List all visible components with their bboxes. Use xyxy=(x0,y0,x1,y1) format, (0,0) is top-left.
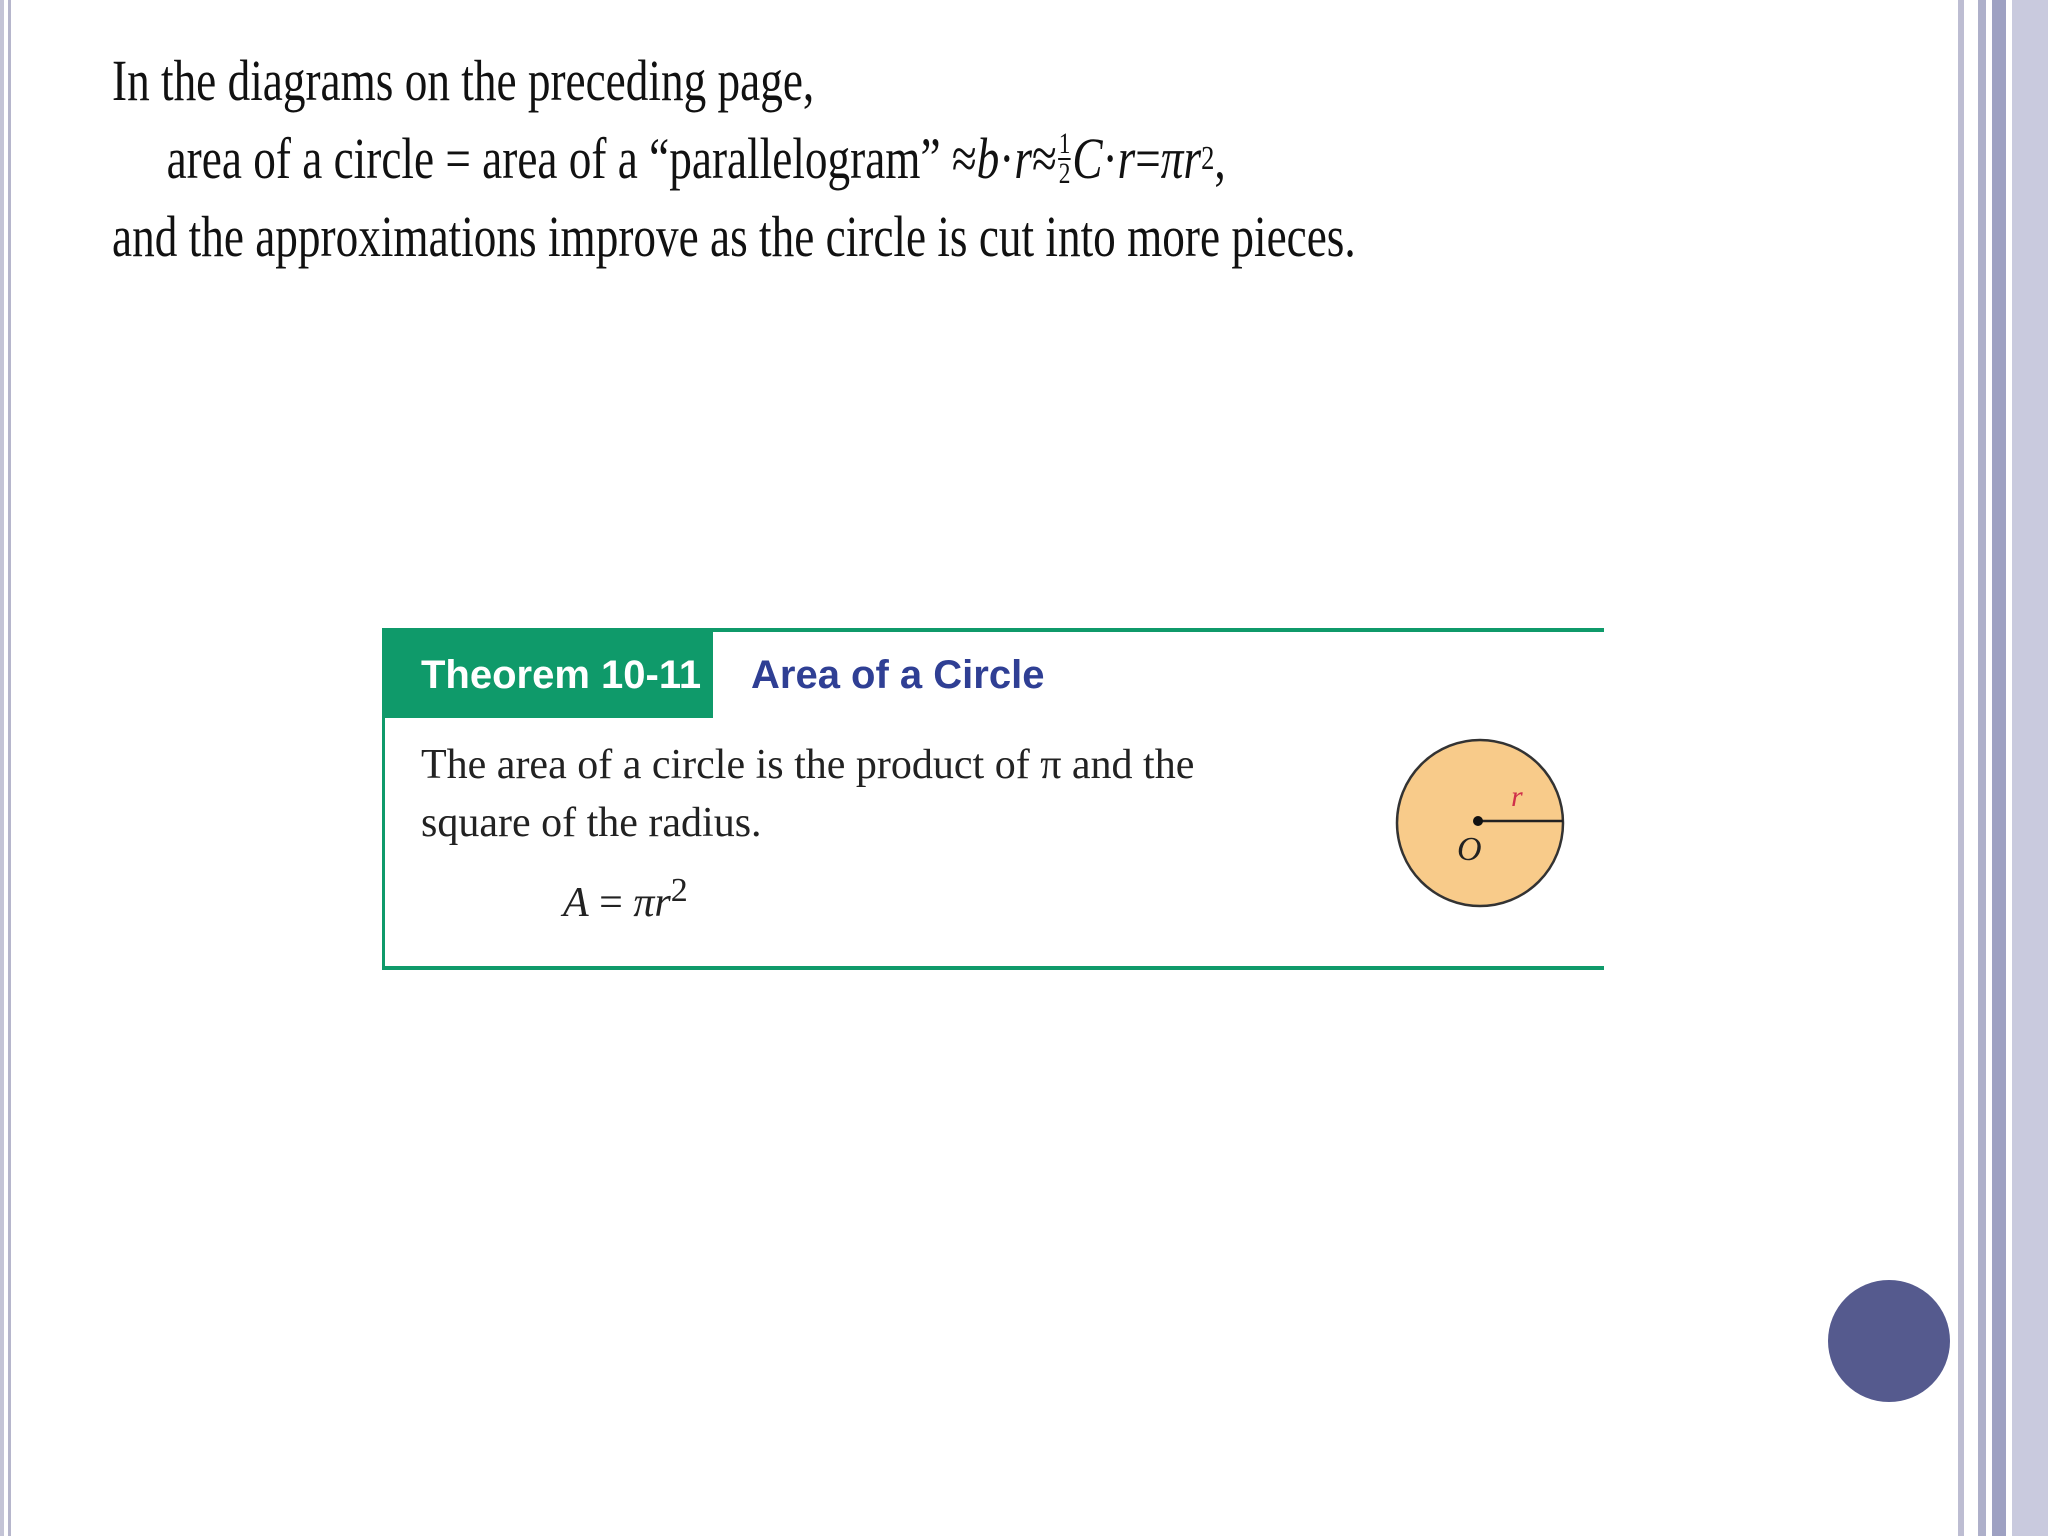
equation-exponent: 2 xyxy=(1201,140,1215,177)
formula-rhs: πr xyxy=(633,880,671,926)
formula-lhs: A xyxy=(563,880,589,926)
theorem-number-tab: Theorem 10-11 xyxy=(385,632,713,718)
equation-fraction-half xyxy=(1058,127,1071,190)
intro-line-2-equation xyxy=(112,120,1226,198)
center-label: O xyxy=(1457,831,1482,868)
center-point xyxy=(1473,816,1483,826)
right-border-line-3 xyxy=(1992,0,2006,1536)
equation-prefix: area of a circle = area of a “parallelogram” ≈ xyxy=(166,126,977,191)
theorem-box xyxy=(382,628,1604,970)
left-border-line-outer xyxy=(0,0,4,1536)
equation-C: C xyxy=(1072,126,1103,191)
left-border-line-inner xyxy=(8,0,11,1536)
formula-equals: = xyxy=(588,880,634,926)
equation-r-2: r xyxy=(1117,126,1136,191)
right-border-line-1 xyxy=(1958,0,1964,1536)
circle-figure xyxy=(1385,718,1575,928)
right-border-line-2 xyxy=(1978,0,1986,1536)
fraction-numerator: 1 xyxy=(1058,127,1071,160)
formula-exponent: 2 xyxy=(670,872,688,909)
slide-right-border xyxy=(1958,0,2048,1536)
fraction-denominator: 2 xyxy=(1058,157,1071,190)
theorem-statement xyxy=(421,736,1221,852)
equation-dot-2: · xyxy=(1102,126,1118,191)
equation-dot-1: · xyxy=(999,126,1015,191)
equation-comma: , xyxy=(1214,126,1226,191)
equation-b: b xyxy=(976,126,1000,191)
intro-line-3: and the approximations improve as the circle is cut into more pieces. xyxy=(112,204,1356,269)
slide-nav-button[interactable] xyxy=(1828,1280,1950,1402)
slide-left-border xyxy=(0,0,12,1536)
intro-text xyxy=(112,42,1512,276)
equation-equals: = xyxy=(1135,126,1161,191)
theorem-title: Area of a Circle xyxy=(751,652,1045,697)
theorem-statement-line-1: The area of a circle is the product of π and the xyxy=(421,742,1195,788)
theorem-formula xyxy=(563,872,688,927)
equation-approx: ≈ xyxy=(1031,126,1057,191)
right-border-line-4 xyxy=(2012,0,2048,1536)
radius-label: r xyxy=(1511,780,1523,813)
equation-pi-r: πr xyxy=(1160,126,1202,191)
theorem-statement-line-2: square of the radius. xyxy=(421,800,762,846)
intro-line-1: In the diagrams on the preceding page, xyxy=(112,48,815,113)
equation-r-1: r xyxy=(1014,126,1032,191)
